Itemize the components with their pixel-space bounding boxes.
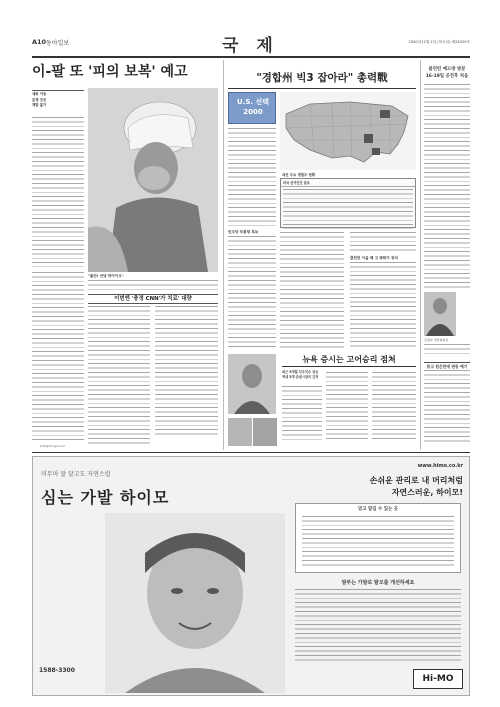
page-header [32,30,470,54]
election-logo [228,92,276,124]
right-headline-1: 클린턴 예드방 방문 [428,67,466,72]
trends-rule [282,366,416,367]
electoral-table [280,178,416,228]
subhead: 세화 이동 [32,92,47,96]
ad-brand-logo [413,669,463,689]
page-number: A10 [32,38,47,46]
us-map-graphic [280,92,416,170]
ad-top-rule [32,452,470,453]
candidate-illustration [228,354,276,414]
election-body-col2 [280,232,344,348]
trends-subhead: 최근 5개월 다우지수 상승 역대 5개 증권시장의 간격 [282,370,319,379]
photo-caption-1: 김정일 국방위원장 [424,338,449,342]
lead-photo-caption: "불안! 안녕 하아이오" [88,274,124,278]
lead-body-col1b [32,272,84,442]
lead-subheads [32,90,84,114]
candidate-photo [228,354,276,414]
election-logo-text: U.S. 선택 2000 [236,98,269,116]
lead-byline: kdh@donga.com [40,444,66,448]
lead-body-col3 [155,306,218,436]
electoral-table-title: 미국 선거인단 분포 [281,179,415,187]
clinton-illustration [424,292,456,336]
ad-right-heading-1: 손쉬운 관리로 내 머리처럼 [369,476,463,485]
subhead: 분쟁 곳곳 [32,97,47,102]
ad-info-box-title: 믿고 맡길 수 있는 곳 [357,507,399,512]
clinton-photo [424,292,456,336]
ad-brand: Hi-MO [422,674,454,684]
ad-footer-text: 발부는 가발로 탈모를 개선하세요 [341,580,415,586]
trends-headline: 뉴욕 증시는 고어승리 점쳐 [302,355,396,364]
ad-url[interactable]: www.himo.co.kr [417,463,463,469]
map-label: 대선 주요 경합주 현황 [282,173,316,177]
election-body-top [228,128,276,228]
lead-body-col2 [88,306,150,444]
election-rule [228,88,416,89]
trends-photo-2 [253,418,277,446]
right-subhead: 퓨고 원은반에 변동 예기 [424,362,470,370]
electoral-table-body [283,189,413,229]
right-body-2 [424,370,470,442]
ad-info-box-body [302,516,454,568]
lead-subtitle: 이번엔 '충정 CNN'가 치료' 대량 [88,294,218,304]
lead-body-col1 [32,117,84,267]
right-body-1 [424,84,470,290]
dateline: 2000년11월 2일 (목요일) 제24329호 [408,40,470,44]
election-body-col3 [350,232,416,254]
subhead: 재발 불가 [32,103,47,107]
right-headline-2: 16-19일 공전후 처음 [425,74,469,79]
ad-model-photo [105,513,285,693]
ad-info-box [295,503,461,573]
paper-name: 동아일보 [46,40,70,47]
trends-photo-1 [228,418,252,446]
election-headline: "경합州 빅3 잡아라" 총력戰 [256,72,388,84]
right-caption-body [424,344,470,356]
model-illustration [105,513,285,693]
lead-photo [88,88,218,272]
trends-body-col2 [326,372,368,440]
advertisement [32,456,470,696]
ad-branch-list [295,589,461,661]
trends-body-col1 [282,386,322,440]
map-svg [280,92,416,170]
election-body-col1 [228,236,276,348]
lead-headline: 이-팔 또 '피의 보복' 예고 [32,64,188,80]
ad-right-heading-2: 자연스러운, 하이모! [391,488,463,497]
lead-caption-body [88,280,218,292]
column-divider [223,60,224,450]
ad-headline: 심는 가발 하이모 [41,488,170,507]
trends-body-col3 [372,372,416,440]
election-side-heading: 민주당 부통령 후보 [228,230,259,234]
header-rule [32,56,470,58]
section-title: 국 제 [222,36,279,56]
election-body-col4 [350,262,416,348]
election-side-title: 클린턴 이을 해 고 평화가 장치 [350,256,398,260]
ad-phone[interactable]: 1588-3300 [39,667,75,674]
ad-tagline: 미무마 잘 달고도 자연스럽 [41,471,111,478]
portrait-illustration [88,88,218,272]
column-divider-right [420,60,421,450]
